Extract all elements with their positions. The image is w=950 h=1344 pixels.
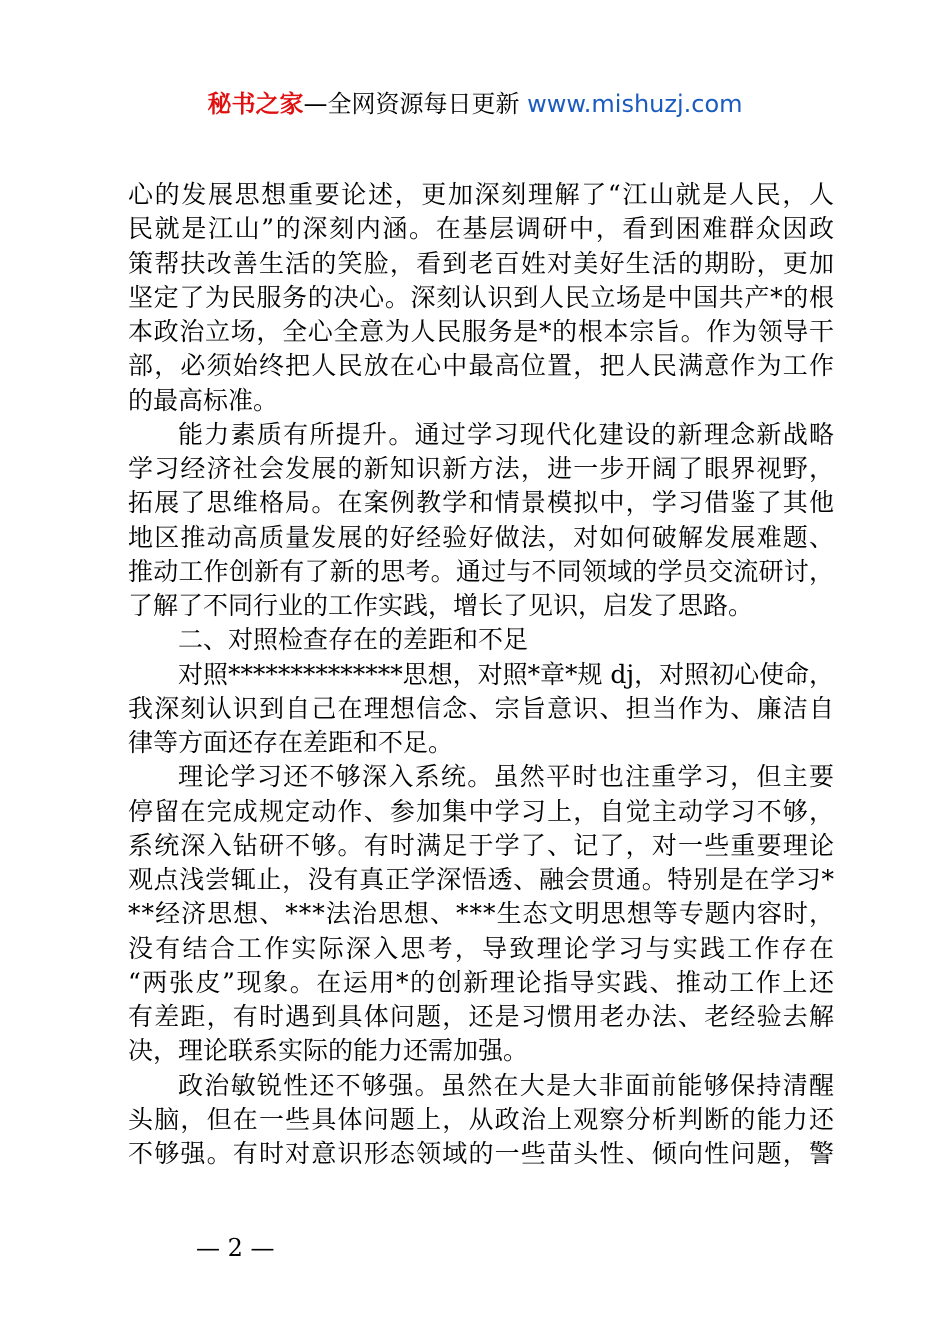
text-line: 不够强。有时对意识形态领域的一些苗头性、倾向性问题，警 (128, 1139, 836, 1168)
text-line: 心的发展思想重要论述，更加深刻理解了“江山就是人民，人 (128, 180, 836, 209)
text-line: 政治敏锐性还不够强。虽然在大是大非面前能够保持清醒 (178, 1070, 836, 1100)
text-line: 部，必须始终把人民放在心中最高位置，把人民满意作为工作 (128, 351, 836, 381)
text-line: 的最高标准。 (128, 385, 279, 415)
site-url-link[interactable]: www.mishuzj.com (527, 90, 743, 118)
text-line: 我深刻认识到自己在理想信念、宗旨意识、担当作为、廉洁自 (128, 693, 836, 723)
text-line: 决，理论联系实际的能力还需加强。 (128, 1036, 529, 1066)
banner-tagline: —全网资源每日更新 (303, 90, 520, 118)
text-line: 策帮扶改善生活的笑脸，看到老百姓对美好生活的期盼，更加 (128, 248, 836, 278)
text-line: 民就是江山”的深刻内涵。在基层调研中，看到困难群众因政 (128, 214, 836, 244)
text-line: 没有结合工作实际深入思考，导致理论学习与实践工作存在 (128, 933, 837, 963)
text-line: 地区推动高质量发展的好经验好做法，对如何破解发展难题、 (128, 522, 836, 552)
text-line: 理论学习还不够深入系统。虽然平时也注重学习，但主要 (178, 762, 836, 792)
text-line: **经济思想、***法治思想、***生态文明思想等专题内容时， (128, 899, 836, 929)
text-line: 了解了不同行业的工作实践，增长了见识，启发了思路。 (128, 591, 754, 620)
text-line: 有差距，有时遇到具体问题，还是习惯用老办法、老经验去解 (128, 1002, 836, 1031)
text-line: 拓展了思维格局。在案例教学和情景模拟中，学习借鉴了其他 (128, 488, 836, 518)
text-line: 律等方面还存在差距和不足。 (128, 728, 454, 757)
text-line: 观点浅尝辄止，没有真正学深悟透、融会贯通。特别是在学习* (128, 865, 835, 894)
text-line: 头脑，但在一些具体问题上，从政治上观察分析判断的能力还 (128, 1104, 836, 1134)
text-line: 停留在完成规定动作、参加集中学习上，自觉主动学习不够， (128, 796, 836, 826)
text-line: 二、对照检查存在的差距和不足 (178, 625, 529, 655)
text-line: 系统深入钻研不够。有时满足于学了、记了，对一些重要理论 (128, 830, 836, 860)
document-body (128, 178, 837, 1171)
text-line: 能力素质有所提升。通过学习现代化建设的新理念新战略 (178, 419, 836, 449)
text-line: “两张皮”现象。在运用*的创新理论指导实践、推动工作上还 (128, 967, 836, 997)
page-number: — 2 — (196, 1234, 275, 1262)
text-line: 对照**************思想，对照*章*规 dj，对照初心使命， (178, 659, 834, 689)
text-line: 推动工作创新有了新的思考。通过与不同领域的学员交流研讨， (128, 556, 835, 586)
text-line: 学习经济社会发展的新知识新方法，进一步开阔了眼界视野， (128, 454, 836, 483)
brand-name: 秘书之家 (207, 90, 304, 118)
text-line: 坚定了为民服务的决心。深刻认识到人民立场是中国共产*的根 (128, 282, 835, 312)
site-banner (0, 86, 950, 122)
text-line: 本政治立场，全心全意为人民服务是*的根本宗旨。作为领导干 (128, 317, 835, 346)
